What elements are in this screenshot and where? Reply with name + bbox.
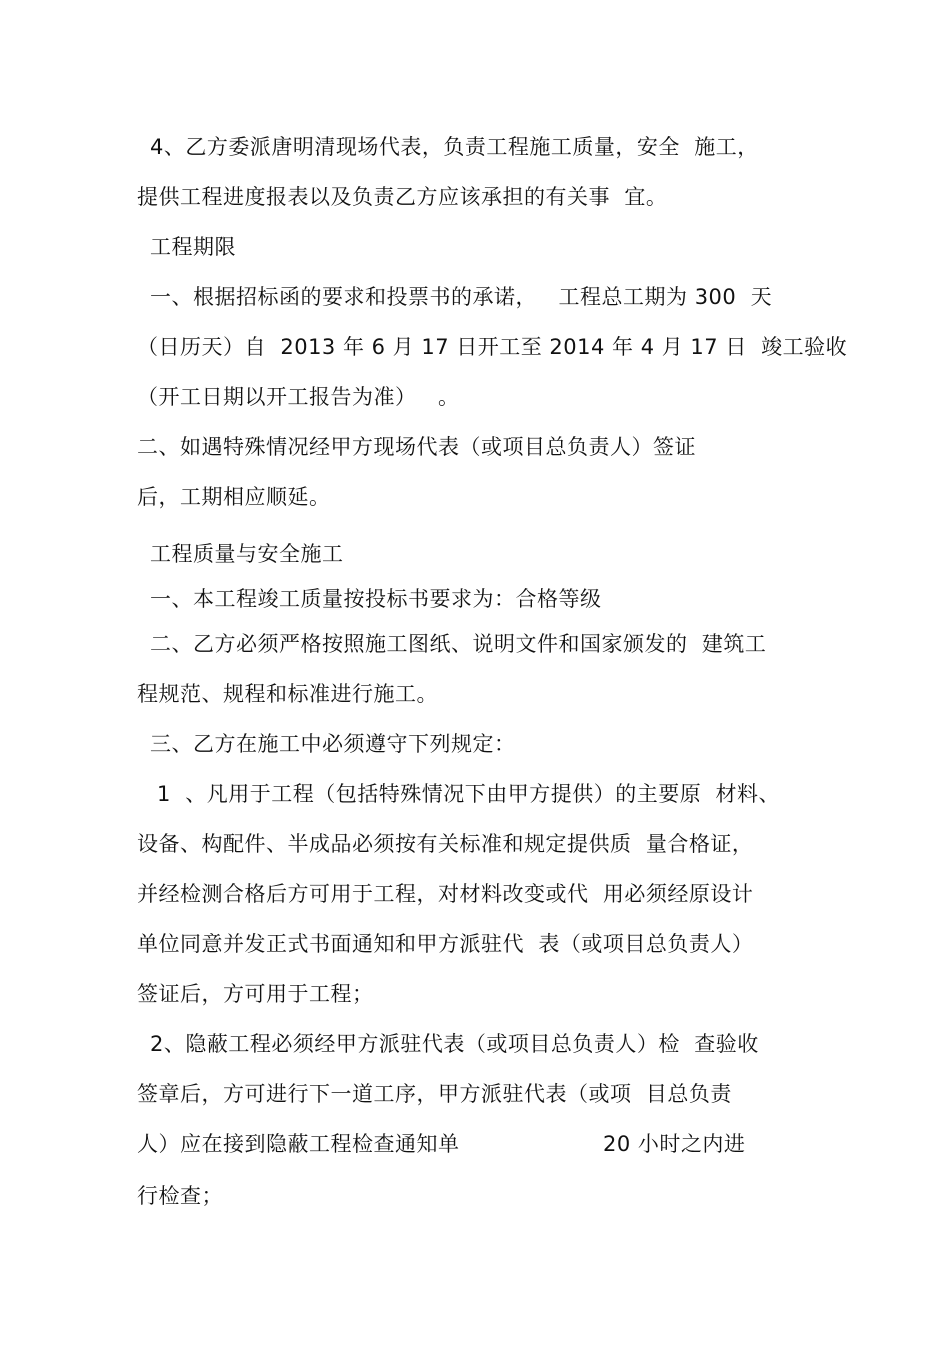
paragraph-line-14: 并经检测合格后方可用于工程，对材料改变或代 用必须经原设计 xyxy=(137,882,754,906)
paragraph-line-5: （开工日期以开工报告为准） 。 xyxy=(137,385,460,409)
paragraph-line-13: 设备、构配件、半成品必须按有关标准和规定提供质 量合格证， xyxy=(137,832,754,856)
section-heading-quality: 工程质量与安全施工 xyxy=(150,542,344,566)
paragraph-line-1: 4、乙方委派唐明清现场代表，负责工程施工质量，安全 施工， xyxy=(150,135,759,159)
paragraph-line-4: （日历天）自 2013 年 6 月 17 日开工至 2014 年 4 月 17 日 竣工验收 xyxy=(137,335,848,359)
paragraph-line-9: 二、乙方必须严格按照施工图纸、说明文件和国家颁发的 建筑工 xyxy=(150,632,767,656)
paragraph-line-18: 签章后，方可进行下一道工序，甲方派驻代表（或项 目总负责 xyxy=(137,1082,732,1106)
paragraph-line-8: 一、本工程竣工质量按投标书要求为：合格等级 xyxy=(150,587,602,611)
paragraph-line-6: 二、如遇特殊情况经甲方现场代表（或项目总负责人）签证 xyxy=(137,435,696,459)
paragraph-line-15: 单位同意并发正式书面通知和甲方派驻代 表（或项目总负责人） xyxy=(137,932,754,956)
section-heading-schedule: 工程期限 xyxy=(150,235,236,259)
paragraph-line-2: 提供工程进度报表以及负责乙方应该承担的有关事 宜。 xyxy=(137,185,668,209)
paragraph-line-7: 后，工期相应顺延。 xyxy=(137,485,331,509)
paragraph-line-17: 2、隐蔽工程必须经甲方派驻代表（或项目总负责人）检 查验收 xyxy=(150,1032,759,1056)
paragraph-line-16: 签证后，方可用于工程； xyxy=(137,982,374,1006)
paragraph-line-19: 人）应在接到隐蔽工程检查通知单 20 小时之内进 xyxy=(137,1132,746,1156)
paragraph-line-3: 一、根据招标函的要求和投票书的承诺， 工程总工期为 300 天 xyxy=(150,285,773,309)
paragraph-line-11: 三、乙方在施工中必须遵守下列规定： xyxy=(150,732,516,756)
paragraph-line-12: 1 、凡用于工程（包括特殊情况下由甲方提供）的主要原 材料、 xyxy=(157,782,781,806)
paragraph-line-10: 程规范、规程和标准进行施工。 xyxy=(137,682,438,706)
paragraph-line-20: 行检查； xyxy=(137,1184,223,1208)
